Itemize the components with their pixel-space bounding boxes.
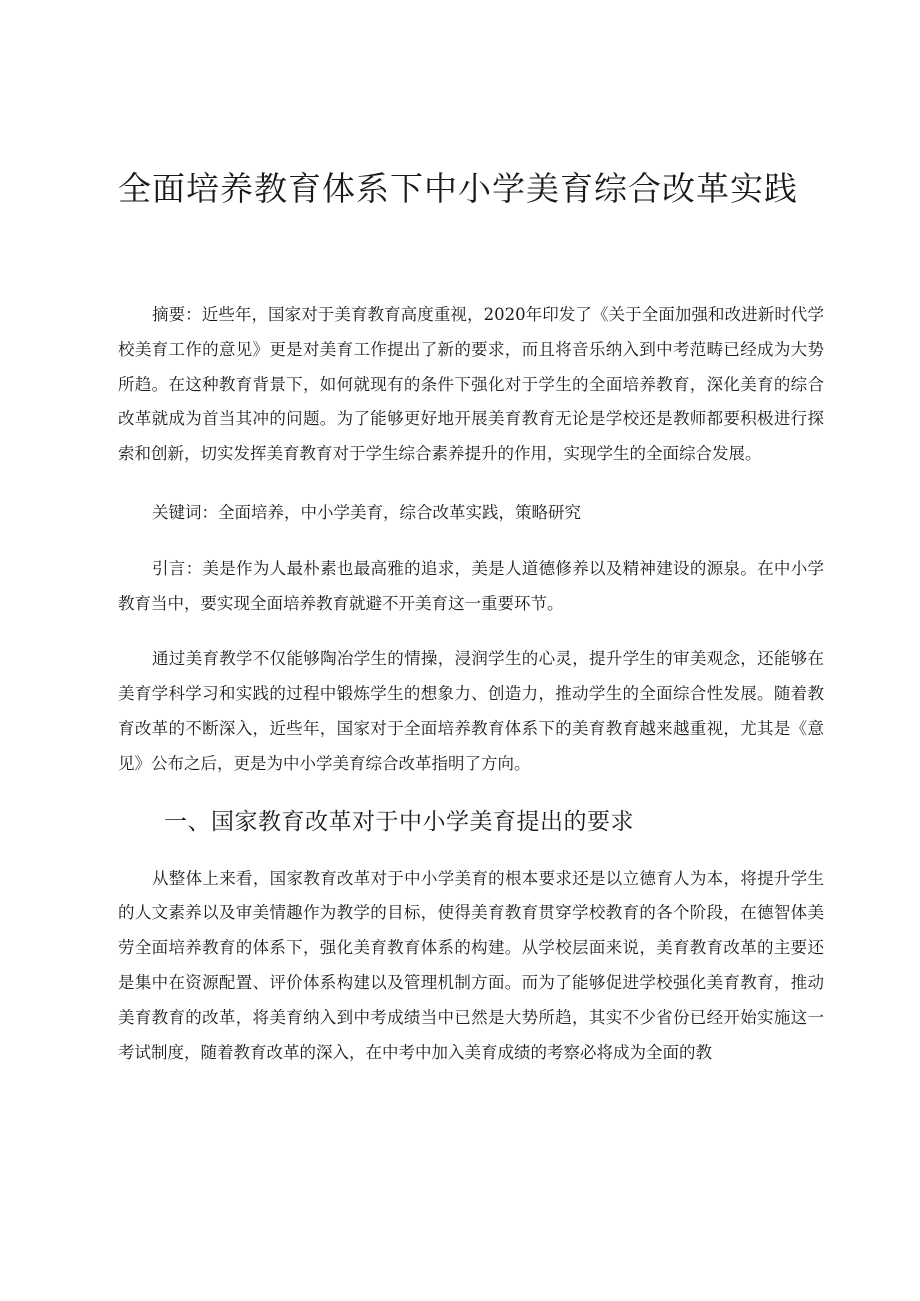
- document-title: 全面培养教育体系下中小学美育综合改革实践: [118, 169, 798, 208]
- body-paragraph: 通过美育教学不仅能够陶冶学生的情操，浸润学生的心灵，提升学生的审美观念，还能够在美育学科学习和实践的过程中锻炼学生的想象力、创造力，推动学生的全面综合性发展。随着教育改革的不断深入，近些年，国家对于全面培养教育体系下的美育教育越来越重视，尤其是《意见》公布之后，更是为中小学美育综合改革指明了方向。: [118, 649, 824, 773]
- keywords-paragraph: 关键词：全面培养，中小学美育，综合改革实践，策略研究: [152, 502, 581, 522]
- intro-paragraph: 引言：美是作为人最朴素也最高雅的追求，美是人道德修养以及精神建设的源泉。在中小学教育当中，要实现全面培养教育就避不开美育这一重要环节。: [118, 558, 824, 613]
- section-heading: 一、国家教育改革对于中小学美育提出的要求: [164, 808, 634, 835]
- abstract-paragraph: 摘要：近些年，国家对于美育教育高度重视，2020年印发了《关于全面加强和改进新时代学校美育工作的意见》更是对美育工作提出了新的要求，而且将音乐纳入到中考范畴已经成为大势所趋。在这种教育背景下，如何就现有的条件下强化对于学生的全面培养教育，深化美育的综合改革就成为首当其冲的问题。为了能够更好地开展美育教育无论是学校还是教师都要积极进行探索和创新，切实发挥美育教育对于学生综合素养提升的作用，实现学生的全面综合发展。: [118, 305, 824, 464]
- section-paragraph: 从整体上来看，国家教育改革对于中小学美育的根本要求还是以立德育人为本，将提升学生的人文素养以及审美情趣作为教学的目标，使得美育教育贯穿学校教育的各个阶段，在德智体美劳全面培养教育的体系下，强化美育教育体系的构建。从学校层面来说，美育教育改革的主要还是集中在资源配置、评价体系构建以及管理机制方面。而为了能够促进学校强化美育教育，推动美育教育的改革，将美育纳入到中考成绩当中已然是大势所趋，其实不少省份已经开始实施这一考试制度，随着教育改革的深入，在中考中加入美育成绩的考察必将成为全面的教: [118, 868, 824, 1062]
